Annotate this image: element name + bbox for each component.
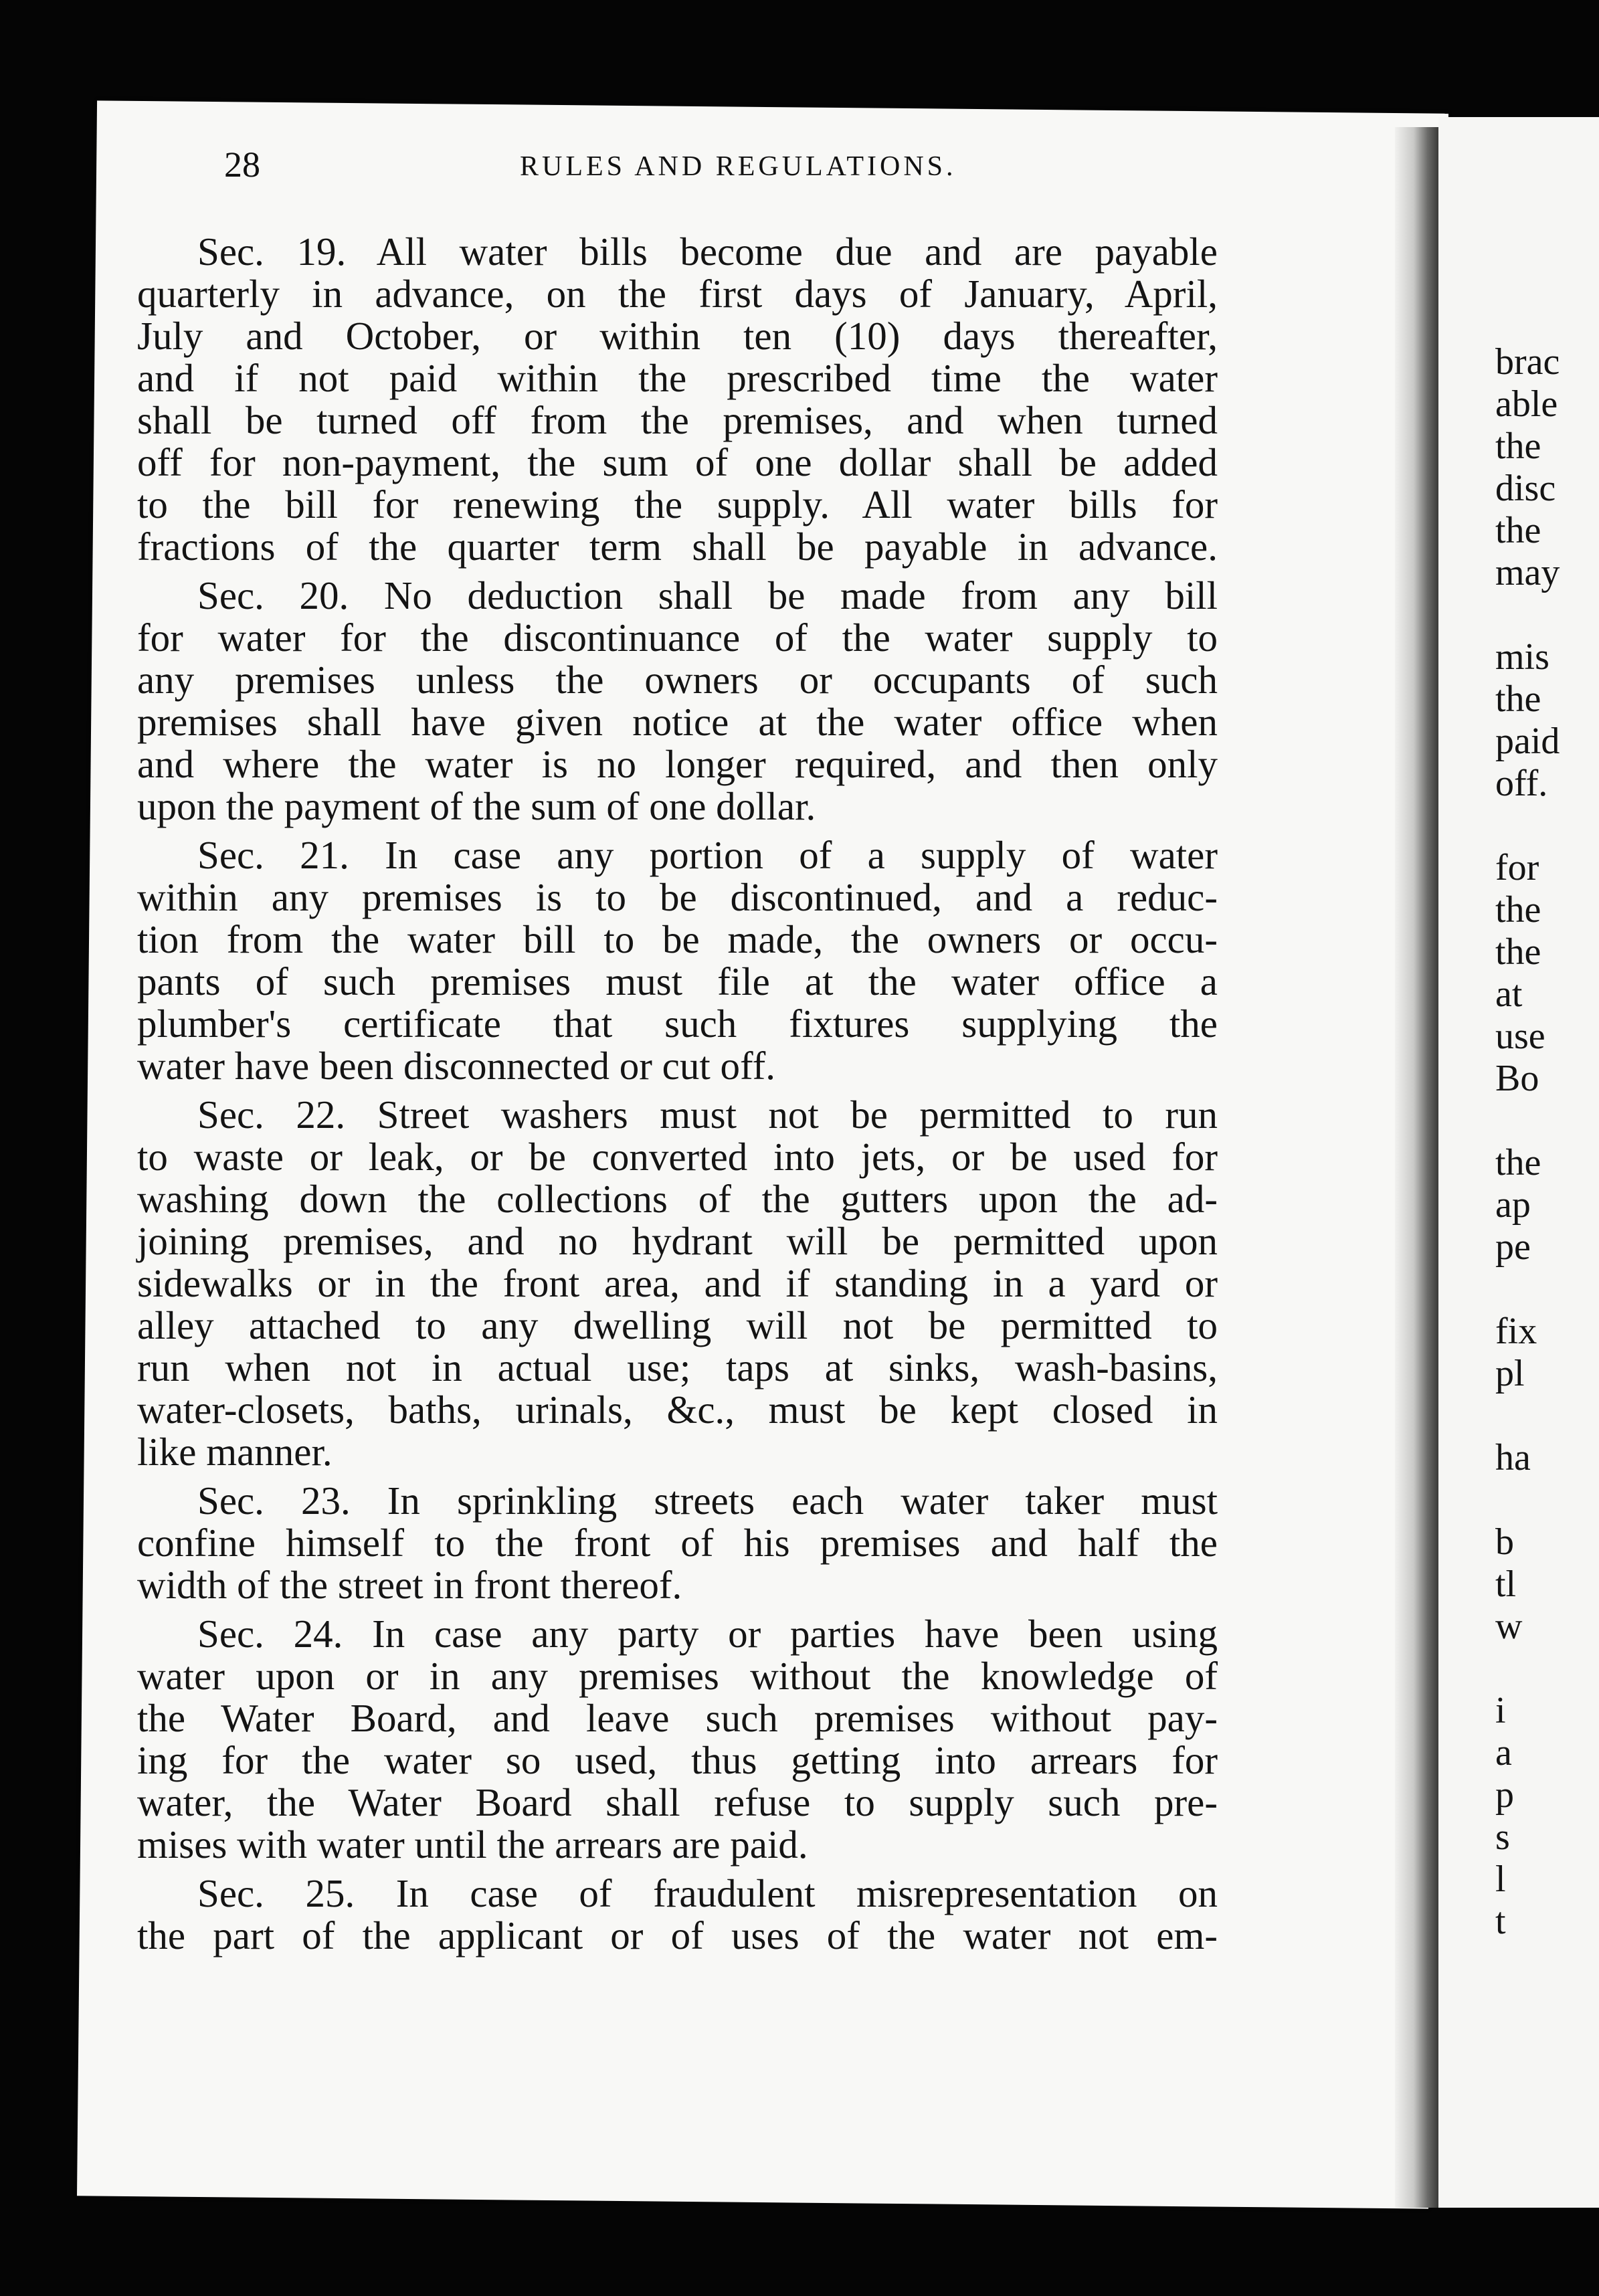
right-page-fragment: for [1495, 847, 1539, 888]
running-head: RULES AND REGULATIONS. [520, 151, 957, 182]
text-line: premises shall have given notice at the water office when [137, 700, 1218, 744]
text-line: water have been disconnected or cut off. [137, 1044, 775, 1088]
right-page-fragment: ap [1495, 1184, 1531, 1226]
text-line: washing down the collections of the gutters upon the ad- [137, 1177, 1218, 1221]
right-page-fragment: paid [1495, 721, 1560, 762]
right-page-fragment [1495, 1479, 1599, 1521]
right-page-fragment [1495, 1395, 1599, 1437]
section-25 [137, 1873, 1218, 1957]
right-page-fragment: the [1495, 931, 1541, 973]
right-page-fragment [1495, 805, 1599, 847]
section-20 [137, 575, 1218, 828]
text-line: the Water Board, and leave such premises without pay- [137, 1696, 1218, 1740]
text-line: like manner. [137, 1430, 333, 1474]
text-line: and where the water is no longer required, and then only [137, 742, 1218, 786]
right-page-fragment: the [1495, 1142, 1541, 1183]
text-line: to waste or leak, or be converted into jets, or be used for [137, 1135, 1218, 1179]
right-page-fragment: the [1495, 425, 1541, 467]
right-page-fragment: able [1495, 383, 1558, 425]
right-page-text [1495, 341, 1599, 1943]
section-22 [137, 1094, 1218, 1473]
right-page-fragment: Bo [1495, 1058, 1539, 1099]
text-line: plumber's certificate that such fixtures supplying the [137, 1001, 1218, 1046]
text-line: Sec. 24. In case any party or parties have been using [197, 1612, 1218, 1656]
text-line: sidewalks or in the front area, and if standing in a yard or [137, 1261, 1218, 1305]
text-line: pants of such premises must file at the water office a [137, 959, 1218, 1003]
text-line: water, the Water Board shall refuse to supply such pre- [137, 1780, 1218, 1824]
text-line: July and October, or within ten (10) days thereafter, [137, 314, 1218, 358]
right-page-fragment: mis [1495, 636, 1549, 678]
text-line: mises with water until the arrears are paid. [137, 1822, 808, 1867]
right-page-fragment: off. [1495, 763, 1548, 804]
text-line: confine himself to the front of his premises and half the [137, 1521, 1218, 1565]
right-page-fragment: t [1495, 1901, 1506, 1942]
text-line: off for non-payment, the sum of one dollar shall be added [137, 440, 1218, 484]
body-text [137, 231, 1218, 1964]
page-number: 28 [224, 145, 260, 185]
text-line: quarterly in advance, on the first days of January, April, [137, 272, 1218, 316]
text-line: water upon or in any premises without the knowledge of [137, 1654, 1218, 1698]
right-page-fragment: i [1495, 1690, 1506, 1731]
text-line: Sec. 25. In case of fraudulent misrepresentation on [197, 1871, 1218, 1915]
text-line: run when not in actual use; taps at sinks, wash-basins, [137, 1345, 1218, 1390]
right-page-fragment: pl [1495, 1353, 1525, 1394]
right-page-fragment: disc [1495, 468, 1556, 509]
right-page-fragment [1495, 1648, 1599, 1690]
right-page-fragment: fix [1495, 1311, 1537, 1352]
text-line: Sec. 20. No deduction shall be made from any bill [197, 573, 1218, 617]
right-page-fragment: the [1495, 510, 1541, 551]
text-line: within any premises is to be discontinued, and a reduc- [137, 875, 1218, 919]
right-page-fragment: b [1495, 1521, 1514, 1563]
text-line: joining premises, and no hydrant will be permitted upon [137, 1219, 1218, 1263]
text-line: the part of the applicant or of uses of the water not em- [137, 1913, 1218, 1957]
right-page-fragment: may [1495, 552, 1560, 593]
text-line: water-closets, baths, urinals, &c., must be kept closed in [137, 1388, 1218, 1432]
right-page-fragment: w [1495, 1606, 1523, 1647]
right-page-fragment: the [1495, 889, 1541, 931]
text-line: width of the street in front thereof. [137, 1563, 682, 1607]
section-24 [137, 1613, 1218, 1866]
right-page-fragment: brac [1495, 341, 1560, 383]
section-21 [137, 834, 1218, 1087]
text-line: shall be turned off from the premises, and when turned [137, 398, 1218, 442]
section-19 [137, 231, 1218, 568]
book-gutter [1395, 127, 1442, 2208]
right-page-fragment [1495, 1100, 1599, 1142]
right-page-fragment [1495, 594, 1599, 636]
text-line: tion from the water bill to be made, the owners or occu- [137, 917, 1218, 961]
text-line: ing for the water so used, thus getting into arrears for [137, 1738, 1218, 1782]
right-page-fragment: use [1495, 1016, 1545, 1057]
text-line: alley attached to any dwelling will not be permitted to [137, 1303, 1218, 1347]
text-line: any premises unless the owners or occupants of such [137, 658, 1218, 702]
text-line: for water for the discontinuance of the water supply to [137, 615, 1218, 660]
right-page-fragment: at [1495, 973, 1523, 1015]
text-line: fractions of the quarter term shall be payable in advance. [137, 524, 1218, 569]
text-line: Sec. 19. All water bills become due and are payable [197, 229, 1218, 274]
right-page-fragment: the [1495, 678, 1541, 720]
right-page-fragment: a [1495, 1732, 1512, 1774]
right-page-fragment: pe [1495, 1226, 1531, 1268]
right-page-fragment: p [1495, 1774, 1514, 1816]
right-page-fragment: l [1495, 1858, 1506, 1900]
right-page-fragment: tl [1495, 1563, 1517, 1605]
page-header [137, 144, 1308, 197]
text-line: upon the payment of the sum of one dollar. [137, 784, 816, 828]
section-23 [137, 1480, 1218, 1606]
right-page-fragment: s [1495, 1816, 1510, 1858]
text-line: and if not paid within the prescribed time the water [137, 356, 1218, 400]
text-line: Sec. 23. In sprinkling streets each water taker must [197, 1478, 1218, 1523]
right-page-fragment: ha [1495, 1437, 1531, 1478]
text-line: to the bill for renewing the supply. All water bills for [137, 482, 1218, 527]
right-page-fragment [1495, 1268, 1599, 1311]
text-line: Sec. 21. In case any portion of a supply of water [197, 833, 1218, 877]
text-line: Sec. 22. Street washers must not be permitted to run [197, 1092, 1218, 1137]
